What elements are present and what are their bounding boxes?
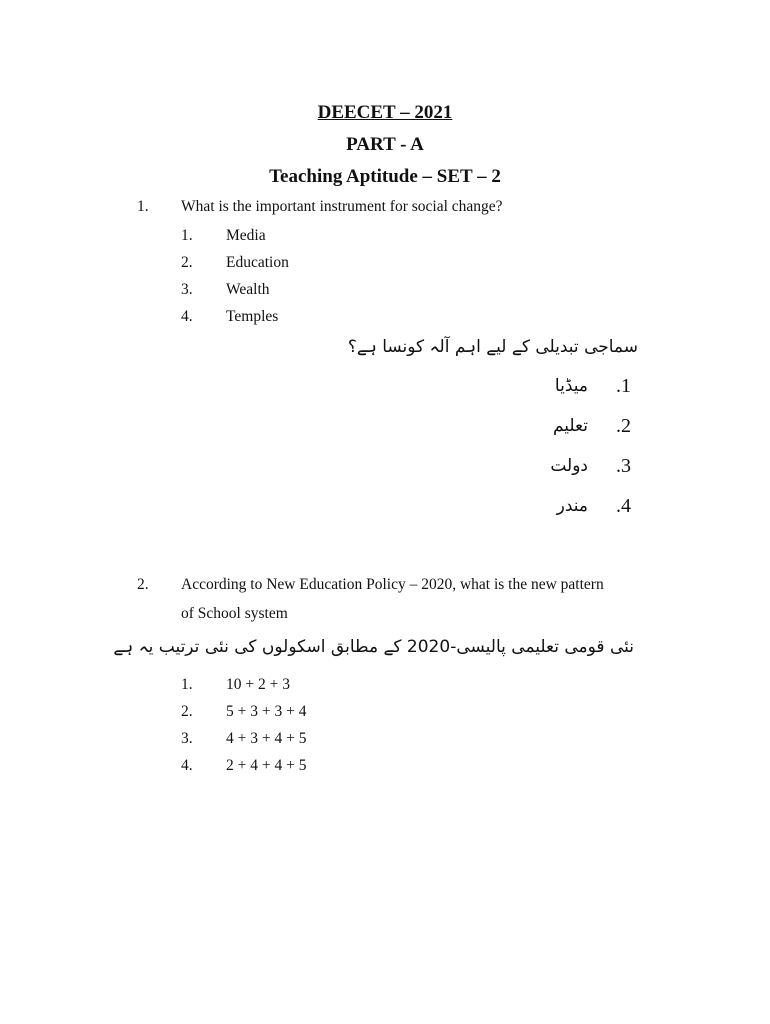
- urdu-option-number: .2: [616, 415, 631, 437]
- exam-title: DEECET – 2021: [317, 102, 453, 123]
- urdu-question-text: نئی قومی تعلیمی پالیسی-2020 کے مطابق اسکولوں کی نئی ترتیب یہ ہے: [113, 637, 634, 657]
- option-number: 1.: [181, 676, 193, 693]
- option-text: Wealth: [226, 281, 270, 298]
- option-text: 10 + 2 + 3: [226, 676, 290, 693]
- option-number: 4.: [181, 308, 193, 325]
- option-number: 2.: [181, 254, 193, 271]
- question-text-line-1: According to New Education Policy – 2020, what is the new pattern: [181, 576, 604, 593]
- option-number: 1.: [181, 227, 193, 244]
- section-title: Teaching Aptitude – SET – 2: [269, 166, 501, 187]
- urdu-question-text: سماجی تبدیلی کے لیے اہم آلہ کونسا ہے؟: [347, 337, 638, 357]
- option-number: 4.: [181, 757, 193, 774]
- question-number: 1.: [137, 198, 149, 215]
- option-number: 3.: [181, 730, 193, 747]
- option-number: 3.: [181, 281, 193, 298]
- urdu-option-text: دولت: [550, 456, 588, 476]
- urdu-option-number: .1: [616, 375, 631, 397]
- part-title: PART - A: [346, 134, 424, 155]
- option-text: Media: [226, 227, 266, 244]
- question-text-line-2: of School system: [181, 605, 288, 622]
- urdu-option-text: تعلیم: [552, 416, 588, 436]
- option-number: 2.: [181, 703, 193, 720]
- urdu-option-text: میڈیا: [554, 376, 588, 396]
- option-text: 2 + 4 + 4 + 5: [226, 757, 307, 774]
- urdu-option-number: .4: [616, 495, 631, 517]
- option-text: Education: [226, 254, 289, 271]
- question-text: What is the important instrument for social change?: [181, 198, 503, 215]
- urdu-option-text: مندر: [556, 496, 588, 516]
- urdu-option-number: .3: [616, 455, 631, 477]
- option-text: 4 + 3 + 4 + 5: [226, 730, 307, 747]
- option-text: 5 + 3 + 3 + 4: [226, 703, 307, 720]
- question-number: 2.: [137, 576, 149, 593]
- option-text: Temples: [226, 308, 279, 325]
